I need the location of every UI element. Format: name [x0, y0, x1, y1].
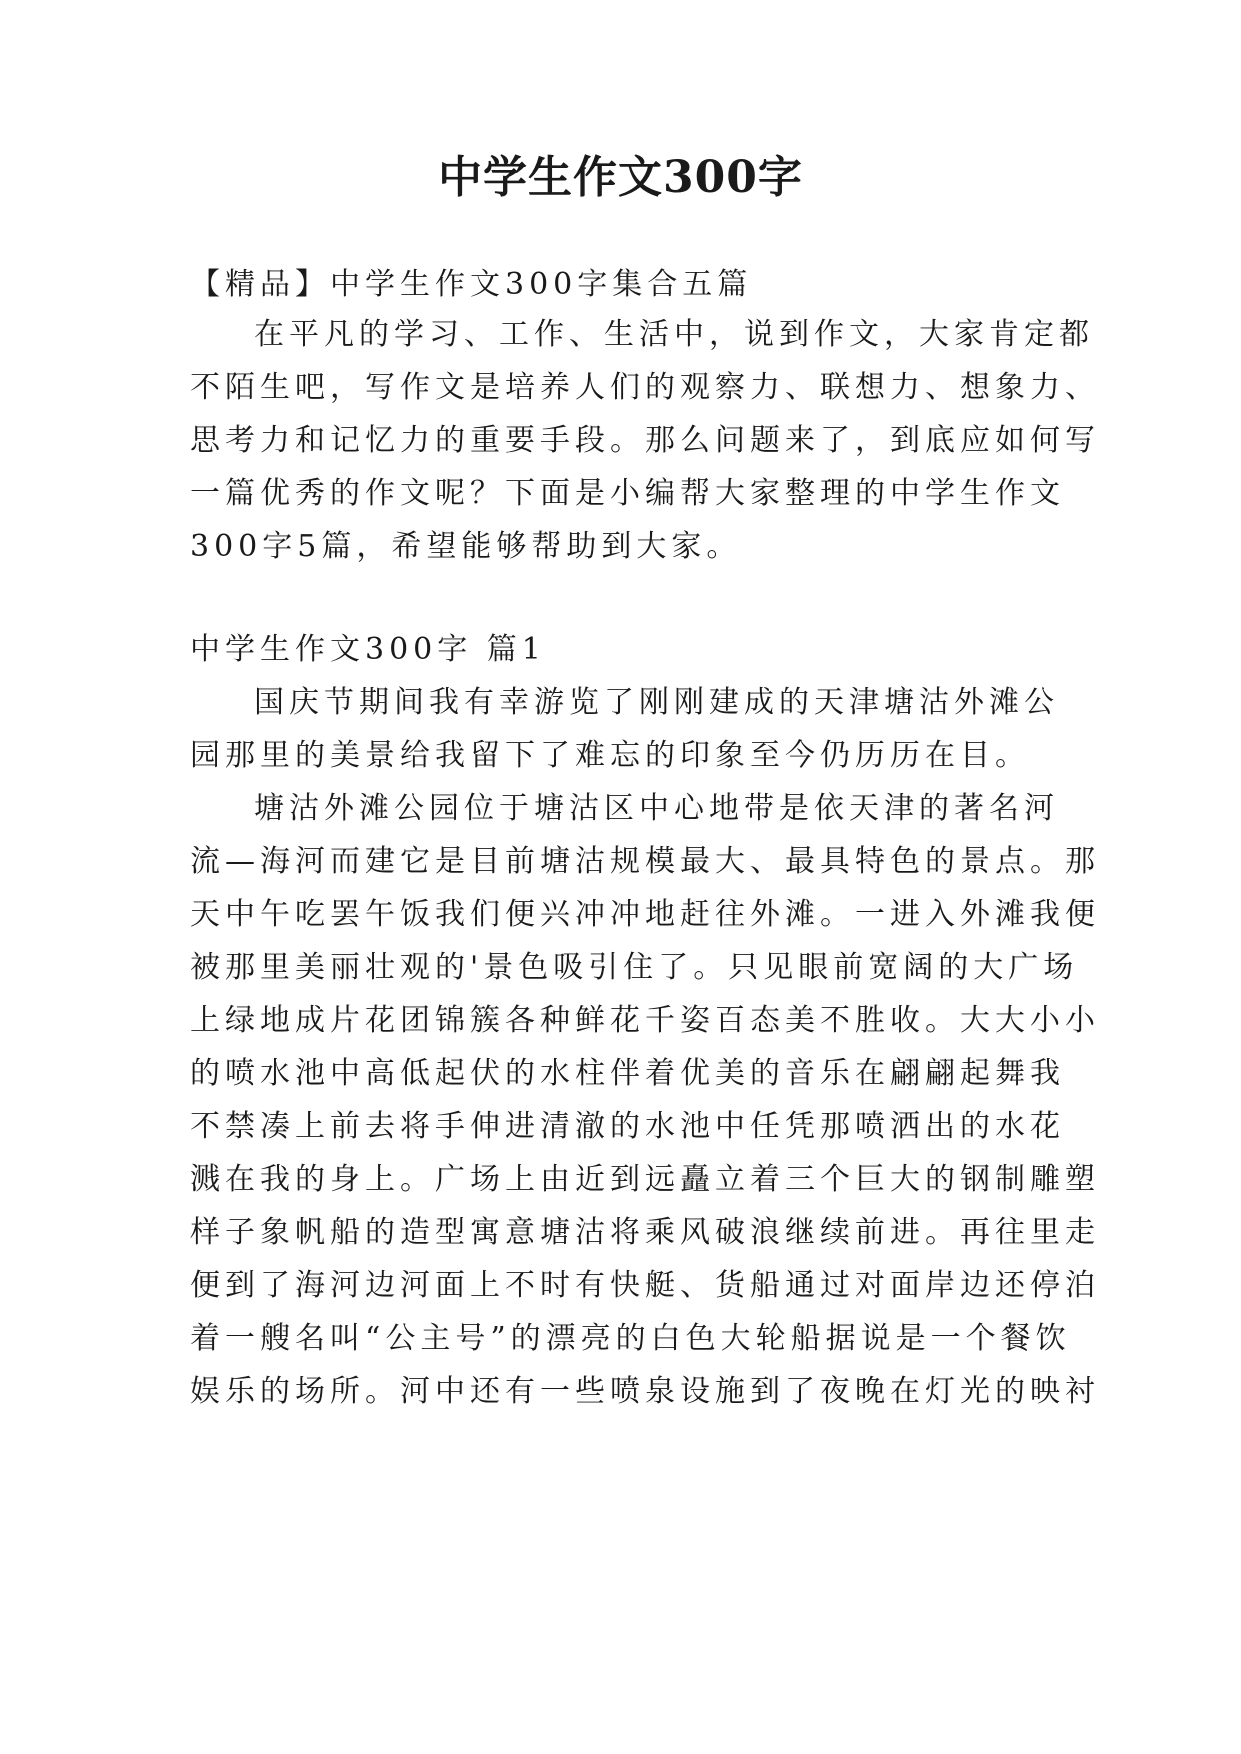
- paragraph-line: 国庆节期间我有幸游览了刚刚建成的天津塘沽外滩公: [254, 685, 1059, 720]
- document-subtitle: 【精品】中学生作文300字集合五篇: [190, 267, 753, 302]
- paragraph-line: 溅在我的身上。广场上由近到远矗立着三个巨大的钢制雕塑: [190, 1162, 1100, 1197]
- intro-line: 300字5篇，希望能够帮助到大家。: [190, 529, 742, 564]
- paragraph-line: 着一艘名叫“公主号”的漂亮的白色大轮船据说是一个餐饮: [190, 1321, 1071, 1356]
- intro-line: 思考力和记忆力的重要手段。那么问题来了，到底应如何写: [190, 423, 1100, 458]
- section-heading: 中学生作文300字 篇1: [190, 632, 546, 667]
- paragraph-line: 不禁凑上前去将手伸进清澈的水池中任凭那喷洒出的水花: [190, 1109, 1065, 1144]
- intro-line: 一篇优秀的作文呢？下面是小编帮大家整理的中学生作文: [190, 476, 1065, 511]
- paragraph-line: 被那里美丽壮观的'景色吸引住了。只见眼前宽阔的大广场: [190, 950, 1079, 985]
- paragraph-line: 流—海河而建它是目前塘沽规模最大、最具特色的景点。那: [190, 844, 1100, 879]
- paragraph-line: 天中午吃罢午饭我们便兴冲冲地赶往外滩。一进入外滩我便: [190, 897, 1100, 932]
- paragraph-line: 娱乐的场所。河中还有一些喷泉设施到了夜晚在灯光的映衬: [190, 1374, 1100, 1409]
- paragraph-line: 便到了海河边河面上不时有快艇、货船通过对面岸边还停泊: [190, 1268, 1100, 1303]
- paragraph-line: 园那里的美景给我留下了难忘的印象至今仍历历在目。: [190, 738, 1030, 773]
- paragraph-line: 的喷水池中高低起伏的水柱伴着优美的音乐在翩翩起舞我: [190, 1056, 1065, 1091]
- paragraph-line: 上绿地成片花团锦簇各种鲜花千姿百态美不胜收。大大小小: [190, 1003, 1100, 1038]
- intro-line: 不陌生吧，写作文是培养人们的观察力、联想力、想象力、: [190, 370, 1100, 405]
- paragraph-line: 样子象帆船的造型寓意塘沽将乘风破浪继续前进。再往里走: [190, 1215, 1100, 1250]
- document-title: 中学生作文300字: [438, 152, 803, 203]
- paragraph-line: 塘沽外滩公园位于塘沽区中心地带是依天津的著名河: [254, 791, 1059, 826]
- intro-line: 在平凡的学习、工作、生活中，说到作文，大家肯定都: [254, 317, 1094, 352]
